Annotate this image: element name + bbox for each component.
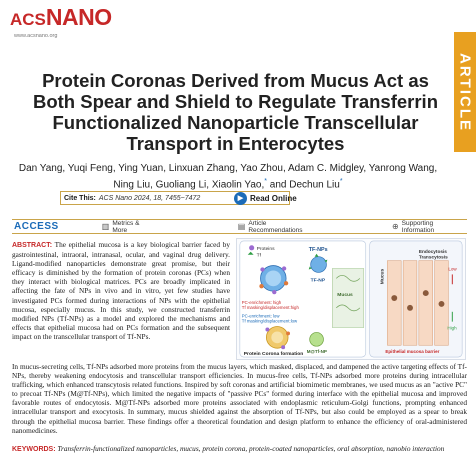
cell-nucleus	[407, 305, 413, 311]
corona-protein	[259, 284, 263, 288]
transcytosis-label: Transcytosis	[418, 255, 448, 261]
title-line: Functionalized Nanoparticle Transcellular	[52, 112, 419, 133]
recommendations-link[interactable]	[238, 220, 322, 234]
nanoparticle-top-core	[265, 270, 281, 286]
protein-legend-label: Proteins	[256, 246, 275, 252]
m-tf-np-sphere	[310, 332, 324, 346]
citation-reference: ACS Nano 2024, 18, 7455−7472	[98, 194, 201, 202]
title-line: Both Spear and Shield to Regulate Transferrin	[32, 91, 438, 112]
mucus-label: Mucus	[337, 293, 353, 299]
title-line: Protein Coronas Derived from Mucus Act as	[42, 70, 429, 91]
cell-nucleus	[423, 290, 429, 296]
authors-line-2	[18, 175, 438, 191]
mucus-vertical-label: Mucus	[380, 268, 386, 285]
epithelial-barrier-label: Epithelial mucosa barrier	[385, 349, 440, 355]
document-icon: ▤	[237, 222, 246, 231]
abstract-label: ABSTRACT:	[12, 242, 53, 249]
journal-logo	[10, 6, 112, 29]
read-online-label: Read Online	[250, 193, 297, 203]
endocytosis-label: Endocytosis	[418, 249, 447, 255]
corona-protein	[260, 267, 264, 271]
high-label: High	[447, 325, 457, 331]
epithelial-cell	[419, 261, 433, 346]
keywords-label: KEYWORDS:	[12, 446, 56, 453]
tf-mask-low-label: Tf masking/displacement:low	[241, 318, 298, 324]
authors-line-text: Ning Liu, Guoliang Li, Xiaolin Yao,	[113, 179, 265, 191]
tf-legend-label: Tf	[256, 253, 261, 259]
supporting-info-icon: ⊕	[391, 222, 399, 231]
pc-low-label: PC-enrichment: low	[241, 313, 280, 319]
metrics-icon: ▥	[101, 222, 110, 231]
journal-website[interactable]: www.acsnano.org	[14, 33, 58, 39]
tf-mask-high-label: Tf masking/displacement:high	[241, 304, 299, 310]
protein-legend-icon	[249, 245, 254, 250]
logo-nano: NANO	[45, 4, 112, 30]
cell-nucleus	[439, 301, 445, 307]
access-bar	[12, 219, 467, 234]
abstract-column	[12, 240, 230, 341]
abstract-full-width: In mucus-secreting cells, Tf-NPs adsorbed more proteins from the mucus layers, which masked, displaced, and dampened the active targeting effects of Tf-NPs, thereby weakening endocytosis and transcellular transport efficiencies. In mucus-free cells, Tf-NPs adsorbed more proteins during intracellular trafficking, which enhanced transcytosis related functions. Inspired by soft coronas and artificial biomimetic membranes, we used mucus as an "active PC" to precoat Tf-NPs (M@Tf-NPs), which limited the negative impacts of "passive PCs" formed during interface with the epithelial mucosa and improved favorable routes of endocytosis. M@Tf-NPs adsorbed more proteins associated with endoplasmic reticulum-Golgi functions, prompting enhanced intracellular transport and exocytosis. In summary, mucus shielded against the absorption of Tf-NPs, but also could be employed as a spear to break through the epithelial mucosa barrier. These findings offer a theoretical foundation and design platform to enhance the efficiency of oral-administered nanomedicines.	[12, 362, 467, 435]
read-online-icon: ▶	[234, 192, 247, 205]
metrics-label: Metrics & More	[112, 219, 140, 234]
corona-protein	[284, 281, 288, 285]
corresponding-author-mark[interactable]: *	[339, 178, 343, 185]
toc-graphic-svg	[237, 239, 465, 359]
cite-label: Cite This:	[64, 194, 96, 202]
supporting-info-link[interactable]	[392, 220, 467, 234]
corona-protein	[282, 266, 286, 270]
authors-line: Dan Yang, Yuqi Feng, Ying Yuan, Linxuan Zhang, Yao Zhou, Adam C. Midgley, Yanrong Wang,	[18, 163, 438, 174]
author-list	[18, 162, 438, 191]
keywords-text: Transferrin-functionalized nanoparticles, mucus, protein corona, protein-coated nanoparticles, oral absorption, nanobio interaction	[57, 444, 445, 453]
keywords	[12, 444, 467, 454]
corona-protein	[286, 331, 290, 335]
epithelial-cell	[387, 261, 401, 346]
read-online-button[interactable]	[234, 190, 297, 206]
pc-high-label: PC-enrichment: high	[241, 299, 282, 305]
logo-acs: ACS	[10, 10, 46, 29]
tf-np-label: TF-NP	[310, 278, 326, 284]
authors-last: and Dechun Liu	[267, 179, 340, 191]
abstract-column-text: The epithelial mucosa is a key biological barrier faced by gastrointestinal, intraoral, intranasal, ocular, and vaginal drug delivery. Ligand-modified nanoparticles demonstrate great promise, but their efficacy is diminished by the formation of protein coronas (PCs) when they interact with biological matrices. PCs are broadly implicated in affecting the fate of NPs in vivo and in vitro, yet few studies have investigated PCs formed during interactions of NPs with the epithelial mucosa, especially mucus. In this study, we constructed transferrin modified NPs (Tf-NPs) as a model and explored the mechanisms and effects that epithelial mucosa had on PCs formation and the subsequent impact on the transcellular transport of Tf-NPs.	[12, 240, 230, 341]
epithelial-cell	[403, 261, 417, 346]
access-label: ACCESS	[14, 221, 59, 232]
article-title	[18, 70, 453, 154]
title-line: Transport in Enterocytes	[126, 133, 345, 154]
nanoparticle-bottom-core	[271, 331, 283, 343]
article-type-tab	[454, 32, 476, 152]
pc-formation-label: Protein Corona formation	[243, 352, 304, 358]
m-tf-np-label: M@Tf-NP	[306, 349, 327, 355]
metrics-link[interactable]	[102, 220, 156, 234]
recommendations-label: Article Recommendations	[248, 219, 303, 234]
tf-np-sphere	[311, 257, 327, 273]
toc-graphic	[236, 238, 466, 360]
article-type-label: ARTICLE	[456, 52, 474, 132]
tf-nps-label: TF-NPs	[308, 246, 328, 253]
cell-nucleus	[391, 295, 397, 301]
low-label: Low	[448, 266, 457, 272]
corona-protein	[272, 290, 276, 294]
corona-protein	[281, 345, 285, 349]
corona-protein	[265, 328, 269, 332]
corresponding-author-mark[interactable]: *	[264, 178, 267, 185]
supporting-info-label: Supporting Information	[401, 219, 435, 234]
